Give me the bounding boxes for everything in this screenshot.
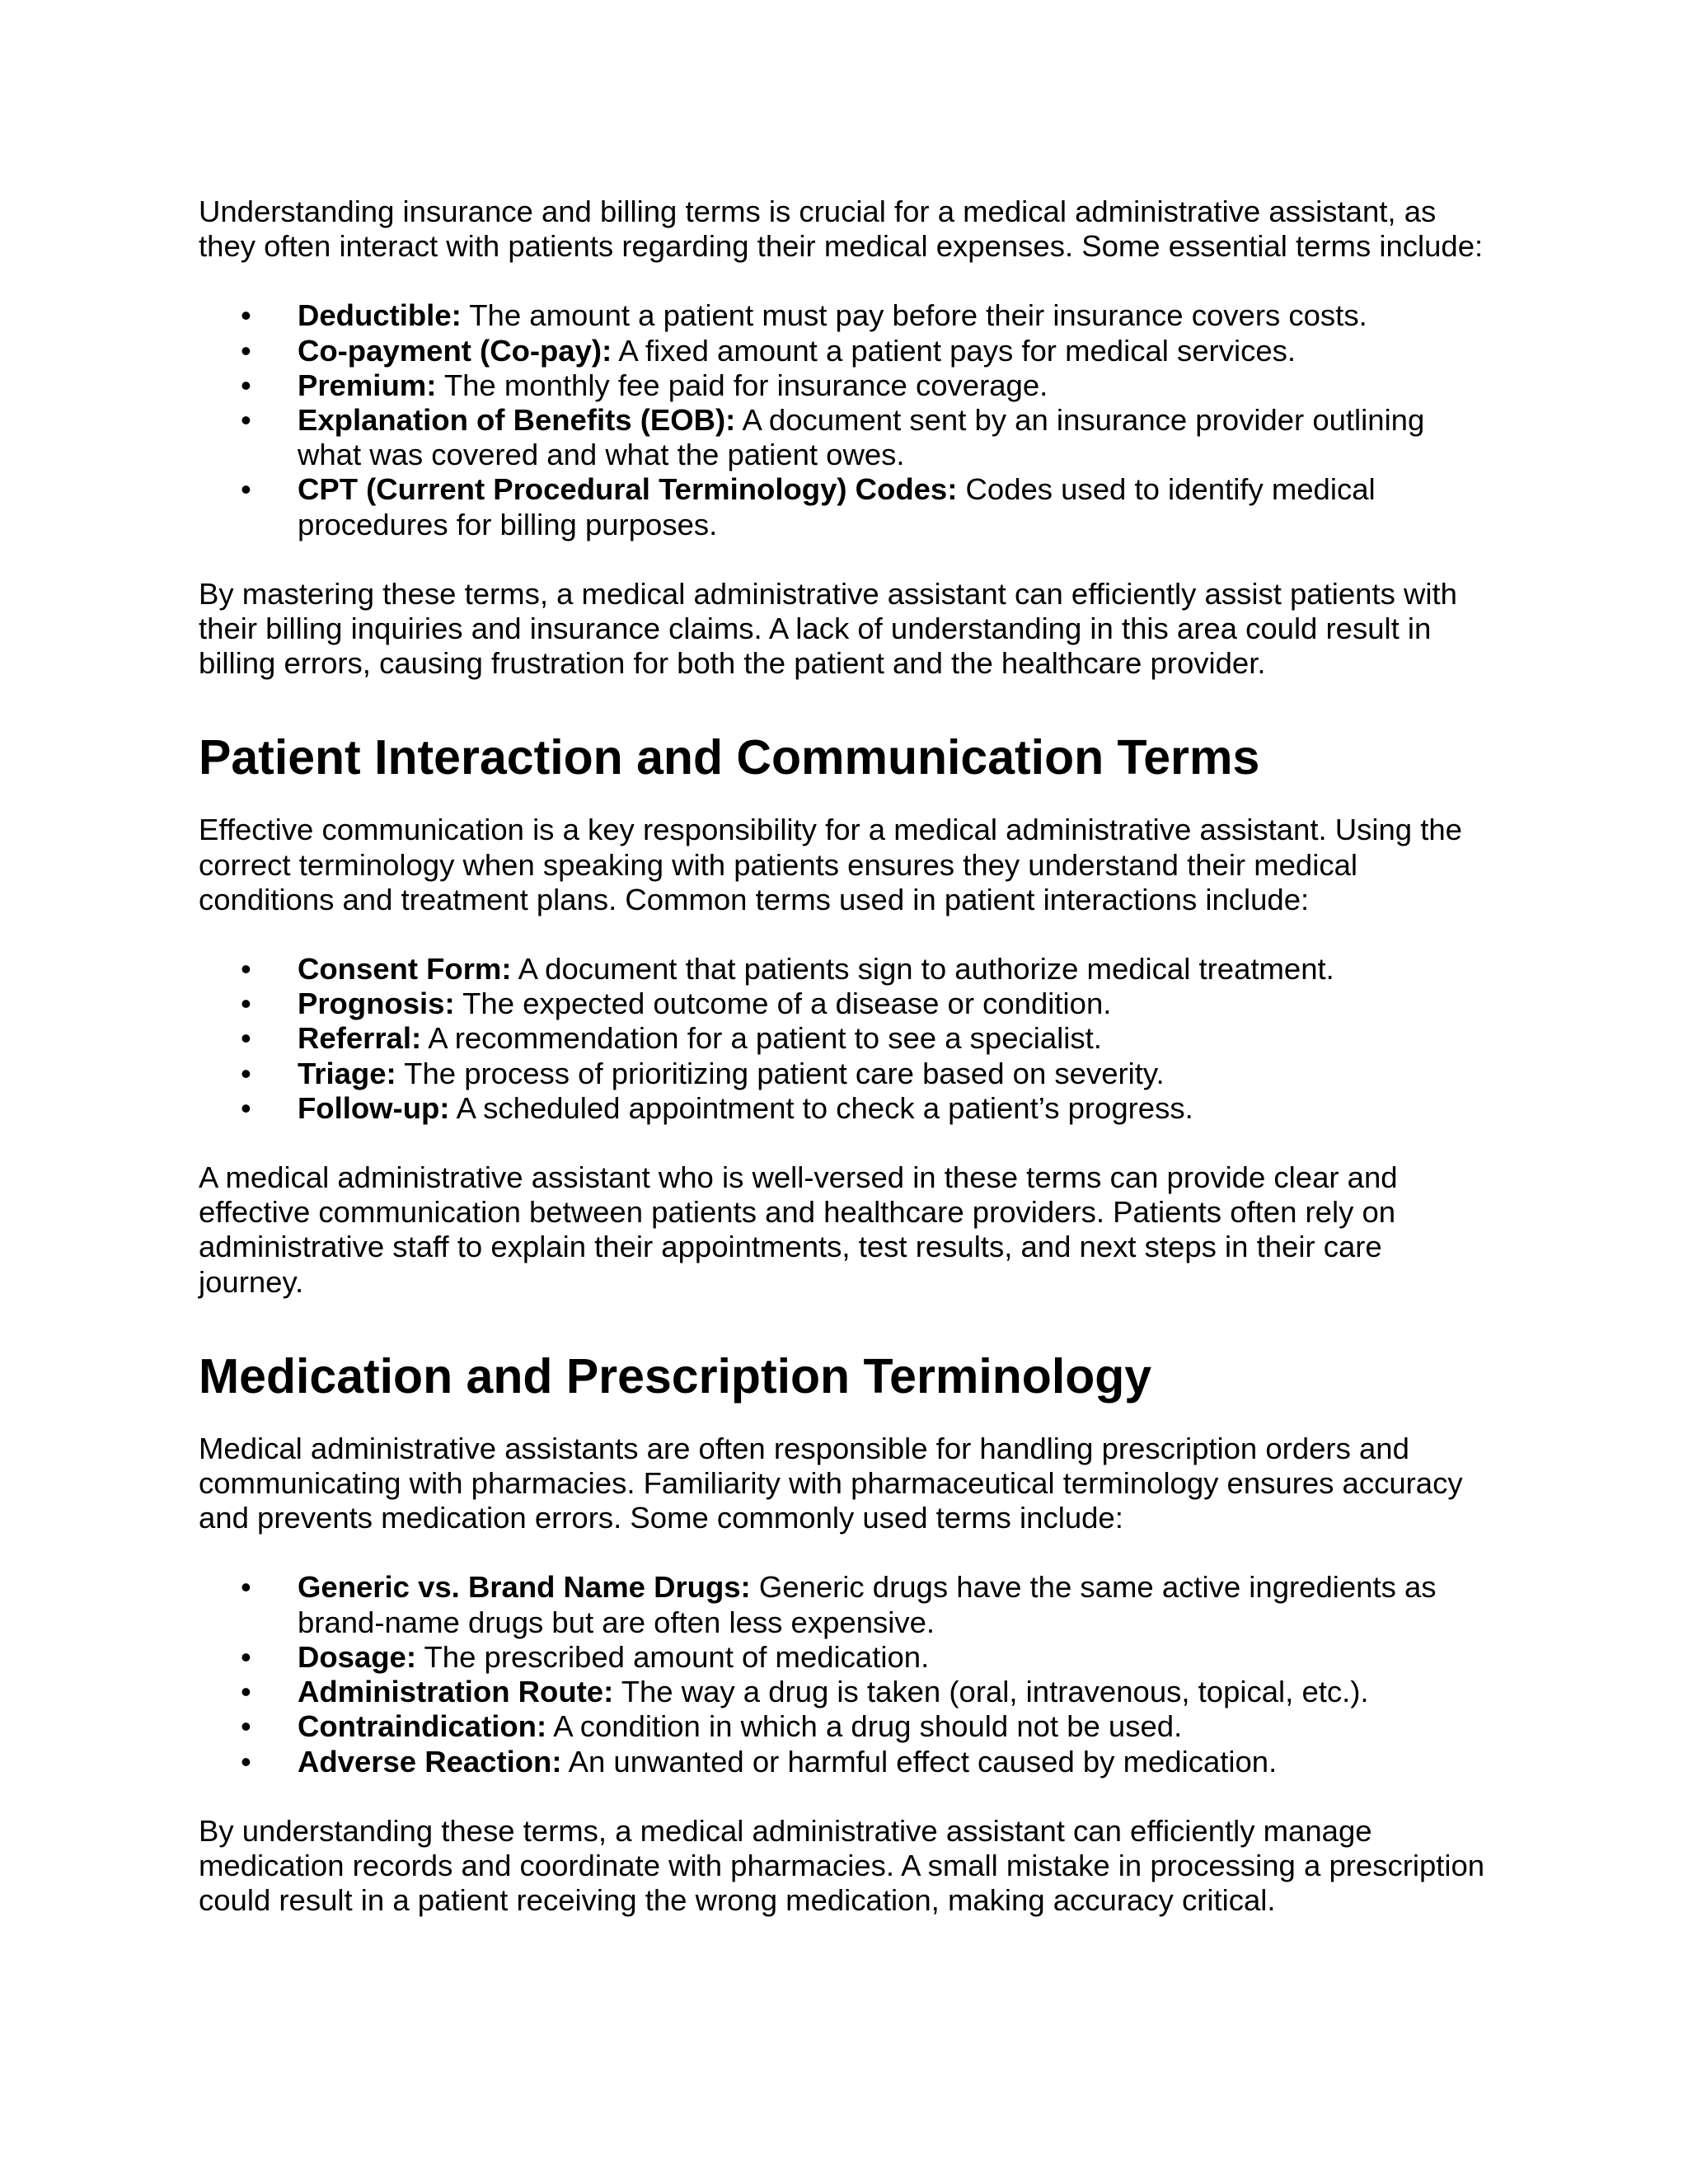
document-page xyxy=(199,194,1493,1918)
bullet-icon: • xyxy=(241,1056,251,1090)
term-label: Generic vs. Brand Name Drugs: xyxy=(298,1570,751,1605)
bullet-icon: • xyxy=(241,333,251,368)
term-definition: Generic drugs have the same active ingredients as brand-name drugs but are often less expensive. xyxy=(298,1570,1437,1639)
term-label: Explanation of Benefits (EOB): xyxy=(298,403,736,438)
term-label: Triage: xyxy=(298,1056,396,1090)
term-definition: The way a drug is taken (oral, intravenous, topical, etc.). xyxy=(613,1675,1369,1709)
list-item xyxy=(199,952,1493,987)
bullet-icon: • xyxy=(241,1570,251,1605)
term-label: Consent Form: xyxy=(298,952,512,987)
section-heading-medication: Medication and Prescription Terminology xyxy=(199,1348,1152,1404)
term-label: CPT (Current Procedural Terminology) Codes: xyxy=(298,472,958,507)
insurance-terms-list xyxy=(199,298,1493,541)
section-heading-patient-interaction: Patient Interaction and Communication Terms xyxy=(199,730,1260,785)
list-item xyxy=(199,1709,1493,1744)
term-label: Adverse Reaction: xyxy=(298,1744,562,1779)
list-item xyxy=(199,1057,1493,1091)
term-definition: A condition in which a drug should not be used. xyxy=(546,1709,1183,1744)
medication-terms-list xyxy=(199,1570,1493,1779)
patient-terms-list xyxy=(199,952,1493,1126)
patient-closing-paragraph: A medical administrative assistant who is well-versed in these terms can provide clear and effective communication between patients and healthcare providers. Patients often rely on administrative staff to explain their appointments, test results, and next steps in their care journey. xyxy=(199,1160,1398,1299)
list-item xyxy=(199,403,1493,472)
term-label: Follow-up: xyxy=(298,1090,450,1125)
term-definition: Codes used to identify medical procedures for billing purposes. xyxy=(298,472,1376,541)
term-label: Prognosis: xyxy=(298,987,455,1021)
term-definition: An unwanted or harmful effect caused by medication. xyxy=(561,1744,1278,1779)
term-label: Dosage: xyxy=(298,1639,417,1674)
medication-closing-paragraph: By understanding these terms, a medical administrative assistant can efficiently manage medication records and coordinate with pharmacies. A small mistake in processing a prescription could result in a patient receiving the wrong medication, making accuracy critical. xyxy=(199,1813,1485,1918)
term-label: Deductible: xyxy=(298,298,462,333)
bullet-icon: • xyxy=(241,1090,251,1125)
term-definition: The monthly fee paid for insurance coverage. xyxy=(436,368,1048,402)
term-definition: The amount a patient must pay before their insurance covers costs. xyxy=(461,298,1367,333)
term-definition: A scheduled appointment to check a patient’s progress. xyxy=(449,1090,1193,1125)
term-definition: The expected outcome of a disease or condition. xyxy=(454,987,1112,1021)
list-item xyxy=(199,1091,1493,1126)
bullet-icon: • xyxy=(241,368,251,402)
insurance-intro-paragraph: Understanding insurance and billing terms is crucial for a medical administrative assistant, as they often interact with patients regarding their medical expenses. Some essential terms include: xyxy=(199,194,1484,264)
list-item xyxy=(199,368,1493,403)
term-definition: A document that patients sign to authorize medical treatment. xyxy=(511,952,1334,987)
term-definition: A recommendation for a patient to see a specialist. xyxy=(421,1021,1102,1056)
bullet-icon: • xyxy=(241,952,251,987)
insurance-closing-paragraph: By mastering these terms, a medical administrative assistant can efficiently assist patients with their billing inquiries and insurance claims. A lack of understanding in this area could result in billing errors, causing frustration for both the patient and the healthcare provider. xyxy=(199,576,1457,681)
bullet-icon: • xyxy=(241,472,251,507)
term-definition: The process of prioritizing patient care based on severity. xyxy=(396,1056,1165,1090)
term-definition: A fixed amount a patient pays for medical services. xyxy=(612,333,1296,368)
list-item xyxy=(199,1570,1493,1639)
term-label: Contraindication: xyxy=(298,1709,547,1744)
list-item xyxy=(199,1675,1493,1709)
list-item xyxy=(199,334,1493,368)
patient-intro-paragraph: Effective communication is a key responsibility for a medical administrative assistant. Using the correct terminology when speaking with patients ensures they understand their medical conditions and treatment plans. Common terms used in patient interactions include: xyxy=(199,813,1462,916)
term-label: Premium: xyxy=(298,368,437,402)
bullet-icon: • xyxy=(241,1639,251,1674)
term-label: Administration Route: xyxy=(298,1675,614,1709)
list-item xyxy=(199,298,1493,333)
list-item xyxy=(199,1640,1493,1675)
bullet-icon: • xyxy=(241,987,251,1021)
term-definition: The prescribed amount of medication. xyxy=(416,1639,930,1674)
bullet-icon: • xyxy=(241,403,251,438)
term-definition: A document sent by an insurance provider outlining what was covered and what the patient owes. xyxy=(298,403,1425,472)
list-item xyxy=(199,1021,1493,1056)
term-label: Referral: xyxy=(298,1021,422,1056)
bullet-icon: • xyxy=(241,298,251,333)
list-item xyxy=(199,1745,1493,1779)
bullet-icon: • xyxy=(241,1709,251,1744)
list-item xyxy=(199,472,1493,541)
medication-intro-paragraph: Medical administrative assistants are often responsible for handling prescription orders and communicating with pharmacies. Familiarity with pharmaceutical terminology ensures accuracy and prevents medication errors. Some commonly used terms include: xyxy=(199,1431,1463,1535)
bullet-icon: • xyxy=(241,1675,251,1709)
bullet-icon: • xyxy=(241,1744,251,1779)
bullet-icon: • xyxy=(241,1021,251,1056)
list-item xyxy=(199,987,1493,1021)
term-label: Co-payment (Co-pay): xyxy=(298,333,612,368)
